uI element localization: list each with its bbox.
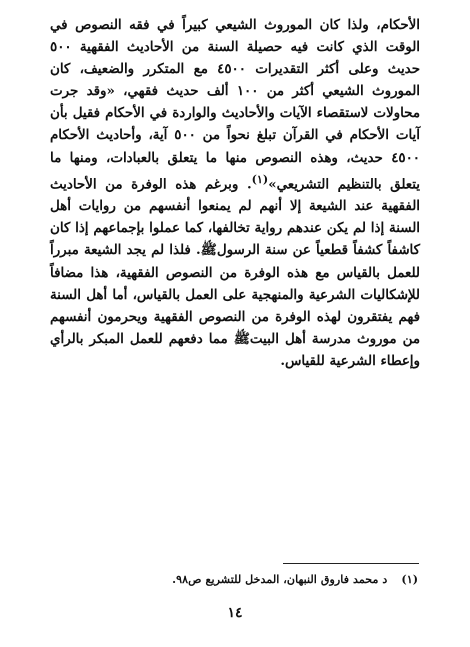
body-text-continued: . وبرغم هذه الوفرة من الأحاديث الفقهية عند الشيعة إلا أنهم لم يمنعوا أنفسهم من روايات أهل السنة إذا لم يكن عندهم رواية تخالفها، كما عملوا بإجماعهم إذا كان كاشفاً كشفاً قطعياً عن سنة الرسولﷺ. فلذا لم يجد الشيعة مبرراً للعمل بالقياس مع هذه الوفرة من النصوص الفقهية، هذا مضافاً للإشكاليات الشرعية والمنهجية على العمل بالقياس، أما أهل السنة فهم يفتقرون لهذه الوفرة من النصوص الفقهية ويحرمون أنفسهم من موروث مدرسة أهل البيتﷺ مما دفعهم للعمل المبكر بالرأي وإعطاء الشرعية للقياس. (50, 176, 420, 369)
body-text-main: الأحكام، ولذا كان الموروث الشيعي كبيراً في فقه النصوص في الوقت الذي كانت فيه حصيلة السنة من الأحاديث الفقهية ٥٠٠ حديث وعلى أكثر التقديرات ٤٥٠٠ مع المتكرر والضعيف، كان الموروث الشيعي أكثر من ١٠٠ ألف حديث فقهي، «وقد جرت محاولات لاستقصاء الآيات والأحاديث والواردة في الأحكام فقيل بأن آيات الأحكام في القرآن تبلغ نحواً من ٥٠٠ آية، وأحاديث الأحكام ٤٥٠٠ حديث، وهذه النصوص منها ما يتعلق بالعبادات، ومنها ما يتعلق بالتنظيم التشريعي» (50, 17, 421, 193)
footnote-number: (١) (401, 572, 418, 586)
footnote-separator (283, 563, 419, 564)
footnote-reference: (١) (251, 172, 269, 186)
body-paragraph (50, 14, 420, 372)
footnote (50, 571, 418, 587)
page-number: ١٤ (227, 605, 243, 621)
footnote-text: د محمد فاروق النبهان، المدخل للتشريع ص٩٨. (172, 572, 388, 586)
